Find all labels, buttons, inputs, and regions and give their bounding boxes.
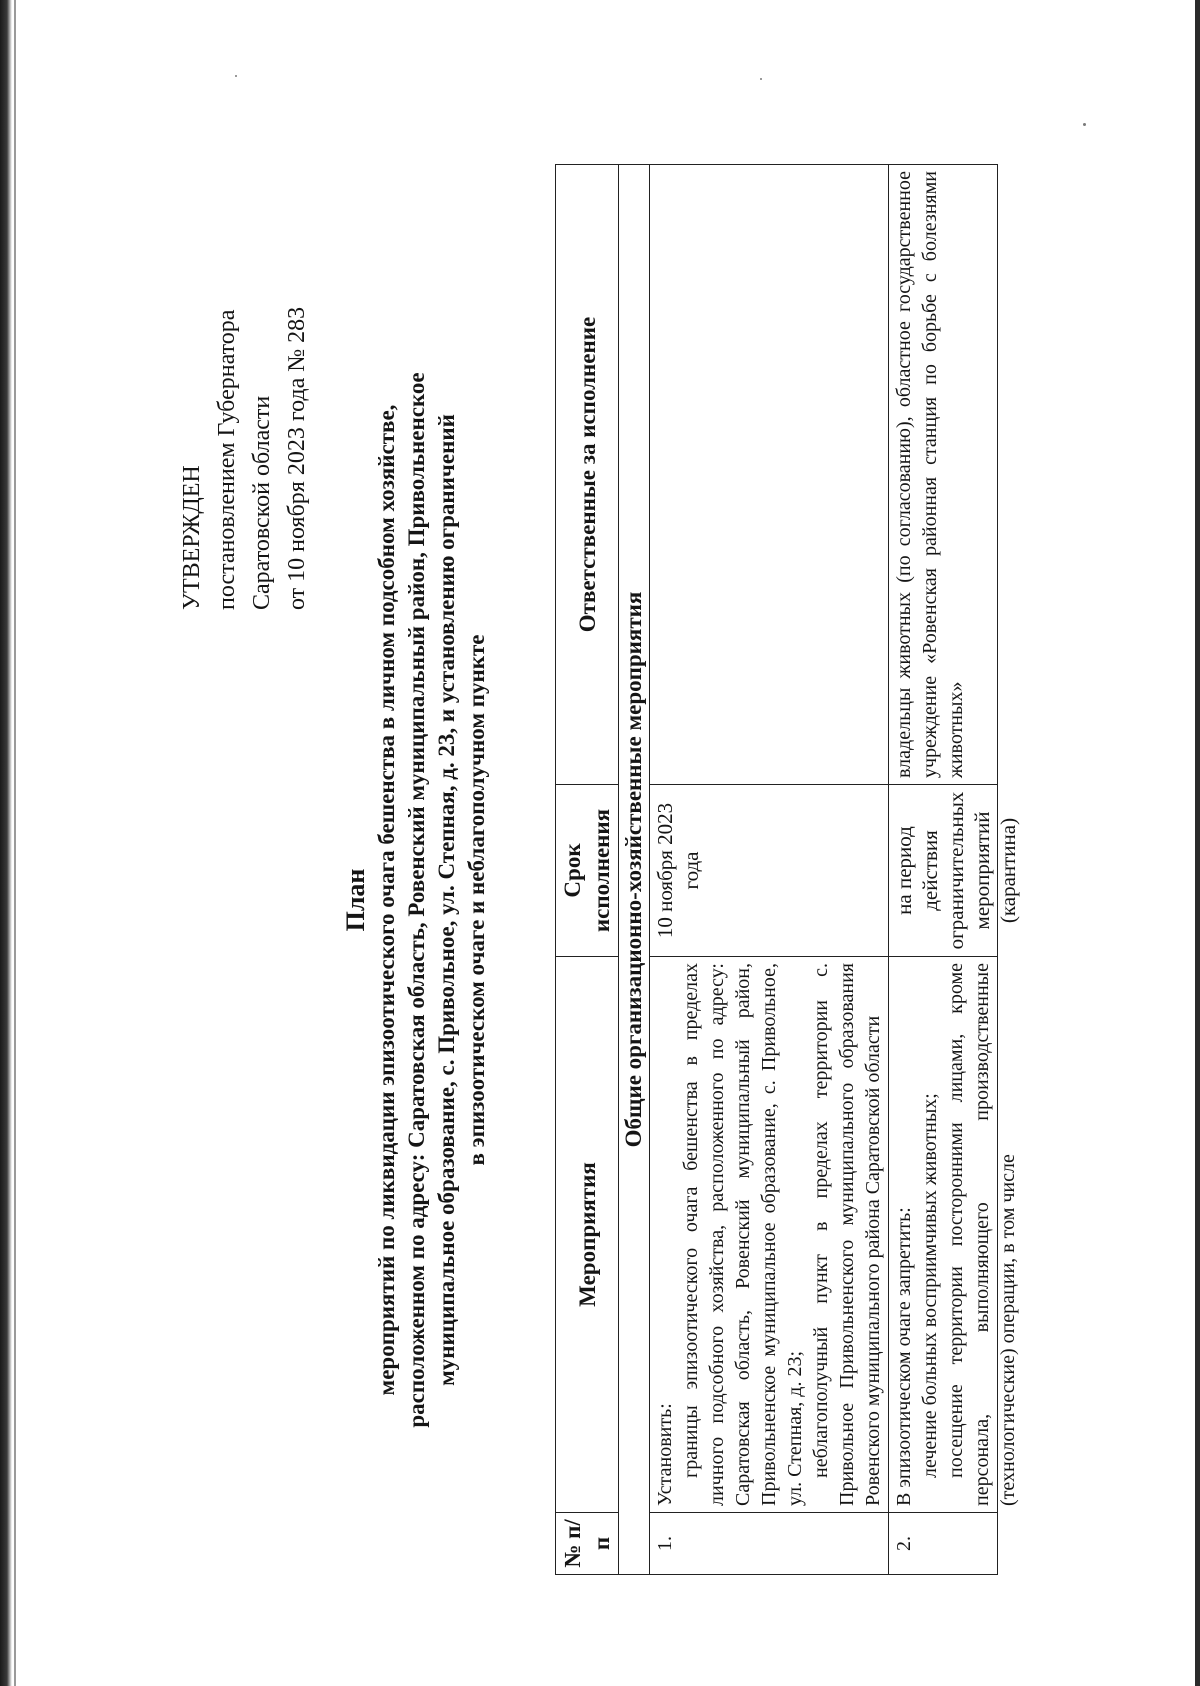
row-measures [889, 957, 1019, 1513]
title-line: в эпизоотическом очаге и неблагополучном пункте [464, 634, 489, 1166]
document-title [340, 260, 492, 1540]
section-title: Общие организационно-хозяйственные мероприятия [619, 165, 650, 1575]
measure-line: неблагополучный пункт в пределах территории с. Привольное Привольненского муниципального образования Ровенского муниципального района Саратовской области [810, 963, 884, 1506]
measure-line: посещение территории посторонними лицами, кроме персонала, выполняющего производственные (технологические) операции, в том числе [945, 963, 1019, 1506]
scan-edge-right [1195, 0, 1200, 1686]
title-line: расположенном по адресу: Саратовская область, Ровенский муниципальный район, Привольненское [404, 372, 429, 1428]
table-row [650, 165, 889, 1575]
title-line: муниципальное образование, с. Привольное, ул. Степная, д. 23, и установлению ограничений [434, 414, 459, 1386]
header-deadline: Срок исполнения [556, 785, 619, 957]
scan-edge-left [0, 0, 12, 1686]
row-deadline: 10 ноября 2023 года [650, 785, 889, 957]
measure-line: Установить: [654, 1403, 676, 1506]
row-num: 1. [650, 1513, 889, 1575]
approval-line: постановлением Губернатора [214, 309, 240, 610]
plan-table [555, 164, 1020, 1575]
header-num: № п/п [556, 1513, 619, 1575]
title-main: План [341, 868, 370, 932]
measure-line: В эпизоотическом очаге запретить: [893, 1207, 915, 1506]
approval-line: Саратовской области [249, 395, 275, 610]
measure-line: границы эпизоотического очага бешенства в пределах личного подсобного хозяйства, расположенного по адресу: Саратовская область, Ровенский муниципальный район, Привольненское муниципальное образование, с. Привольное, ул. Степная, д. 23; [680, 963, 806, 1506]
row-responsible [650, 165, 889, 785]
scan-edge-line [14, 0, 16, 1686]
measure-line: лечение больных восприимчивых животных; [919, 1093, 941, 1478]
approval-line: УТВЕРЖДЕН [179, 465, 205, 610]
section-row [619, 165, 650, 1575]
row-num: 2. [889, 1513, 998, 1575]
title-line: мероприятий по ликвидации эпизоотического очага бешенства в личном подсобном хозяйстве, [374, 404, 399, 1396]
row-measures [650, 957, 889, 1513]
deadline-text: на период действия ограничительных мероприятий (карантина) [892, 791, 1020, 950]
scan-speck [235, 75, 237, 77]
approval-stamp-block [175, 140, 315, 610]
row-responsible: владельцы животных (по согласованию), областное государственное учреждение «Ровенская районная станция по борьбе с болезнями животных» [889, 165, 998, 785]
header-responsible: Ответственные за исполнение [556, 165, 619, 785]
row-deadline [889, 785, 1020, 957]
approval-line: от 10 ноября 2023 года № 283 [284, 306, 310, 610]
scan-speck [760, 78, 762, 80]
table-row [889, 165, 998, 1575]
table-header-row [556, 165, 619, 1575]
header-measures: Мероприятия [556, 957, 619, 1513]
rotated-document [40, 100, 1100, 1640]
